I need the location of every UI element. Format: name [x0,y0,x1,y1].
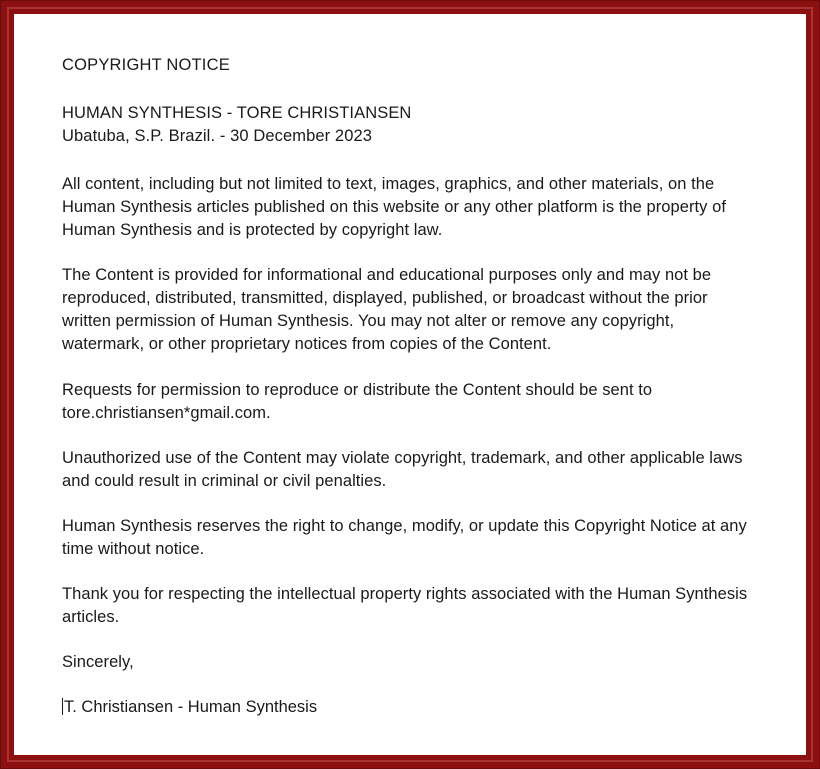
document-page [14,14,806,755]
location-date-line: Ubatuba, S.P. Brazil. - 30 December 2023 [62,127,373,146]
paragraph-permission-requests: Requests for permission to reproduce or distribute the Content should be sent to tore.christiansen*gmail.com. [62,380,653,422]
paragraph-notice-changes: Human Synthesis reserves the right to change, modify, or update this Copyright Notice at any time without notice. [62,516,747,558]
author-block [62,102,758,149]
page-title: COPYRIGHT NOTICE [62,56,230,74]
paragraph-content-ownership: All content, including but not limited to text, images, graphics, and other materials, on the Human Synthesis articles published on this website or any other platform is the property of Human Synthesis and is protected by copyright law. [62,174,726,240]
signature-name: T. Christiansen - Human Synthesis [64,698,318,717]
paragraph-unauthorized-use: Unauthorized use of the Content may violate copyright, trademark, and other applicable laws and could result in criminal or civil penalties. [62,448,743,490]
paragraph-thank-you: Thank you for respecting the intellectual property rights associated with the Human Synthesis articles. [62,585,748,627]
decorative-inner-border [7,7,813,762]
text-cursor-caret [62,698,63,715]
paragraph-usage-restrictions: The Content is provided for informational and educational purposes only and may not be reproduced, distributed, transmitted, displayed, published, or broadcast without the prior written permission of Human Synthesis. You may not alter or remove any copyright, watermark, or other proprietary notices from copies of the Content. [62,266,712,354]
author-name-line: HUMAN SYNTHESIS - TORE CHRISTIANSEN [62,104,412,122]
closing-salutation: Sincerely, [62,653,134,672]
signature-row [62,696,758,719]
